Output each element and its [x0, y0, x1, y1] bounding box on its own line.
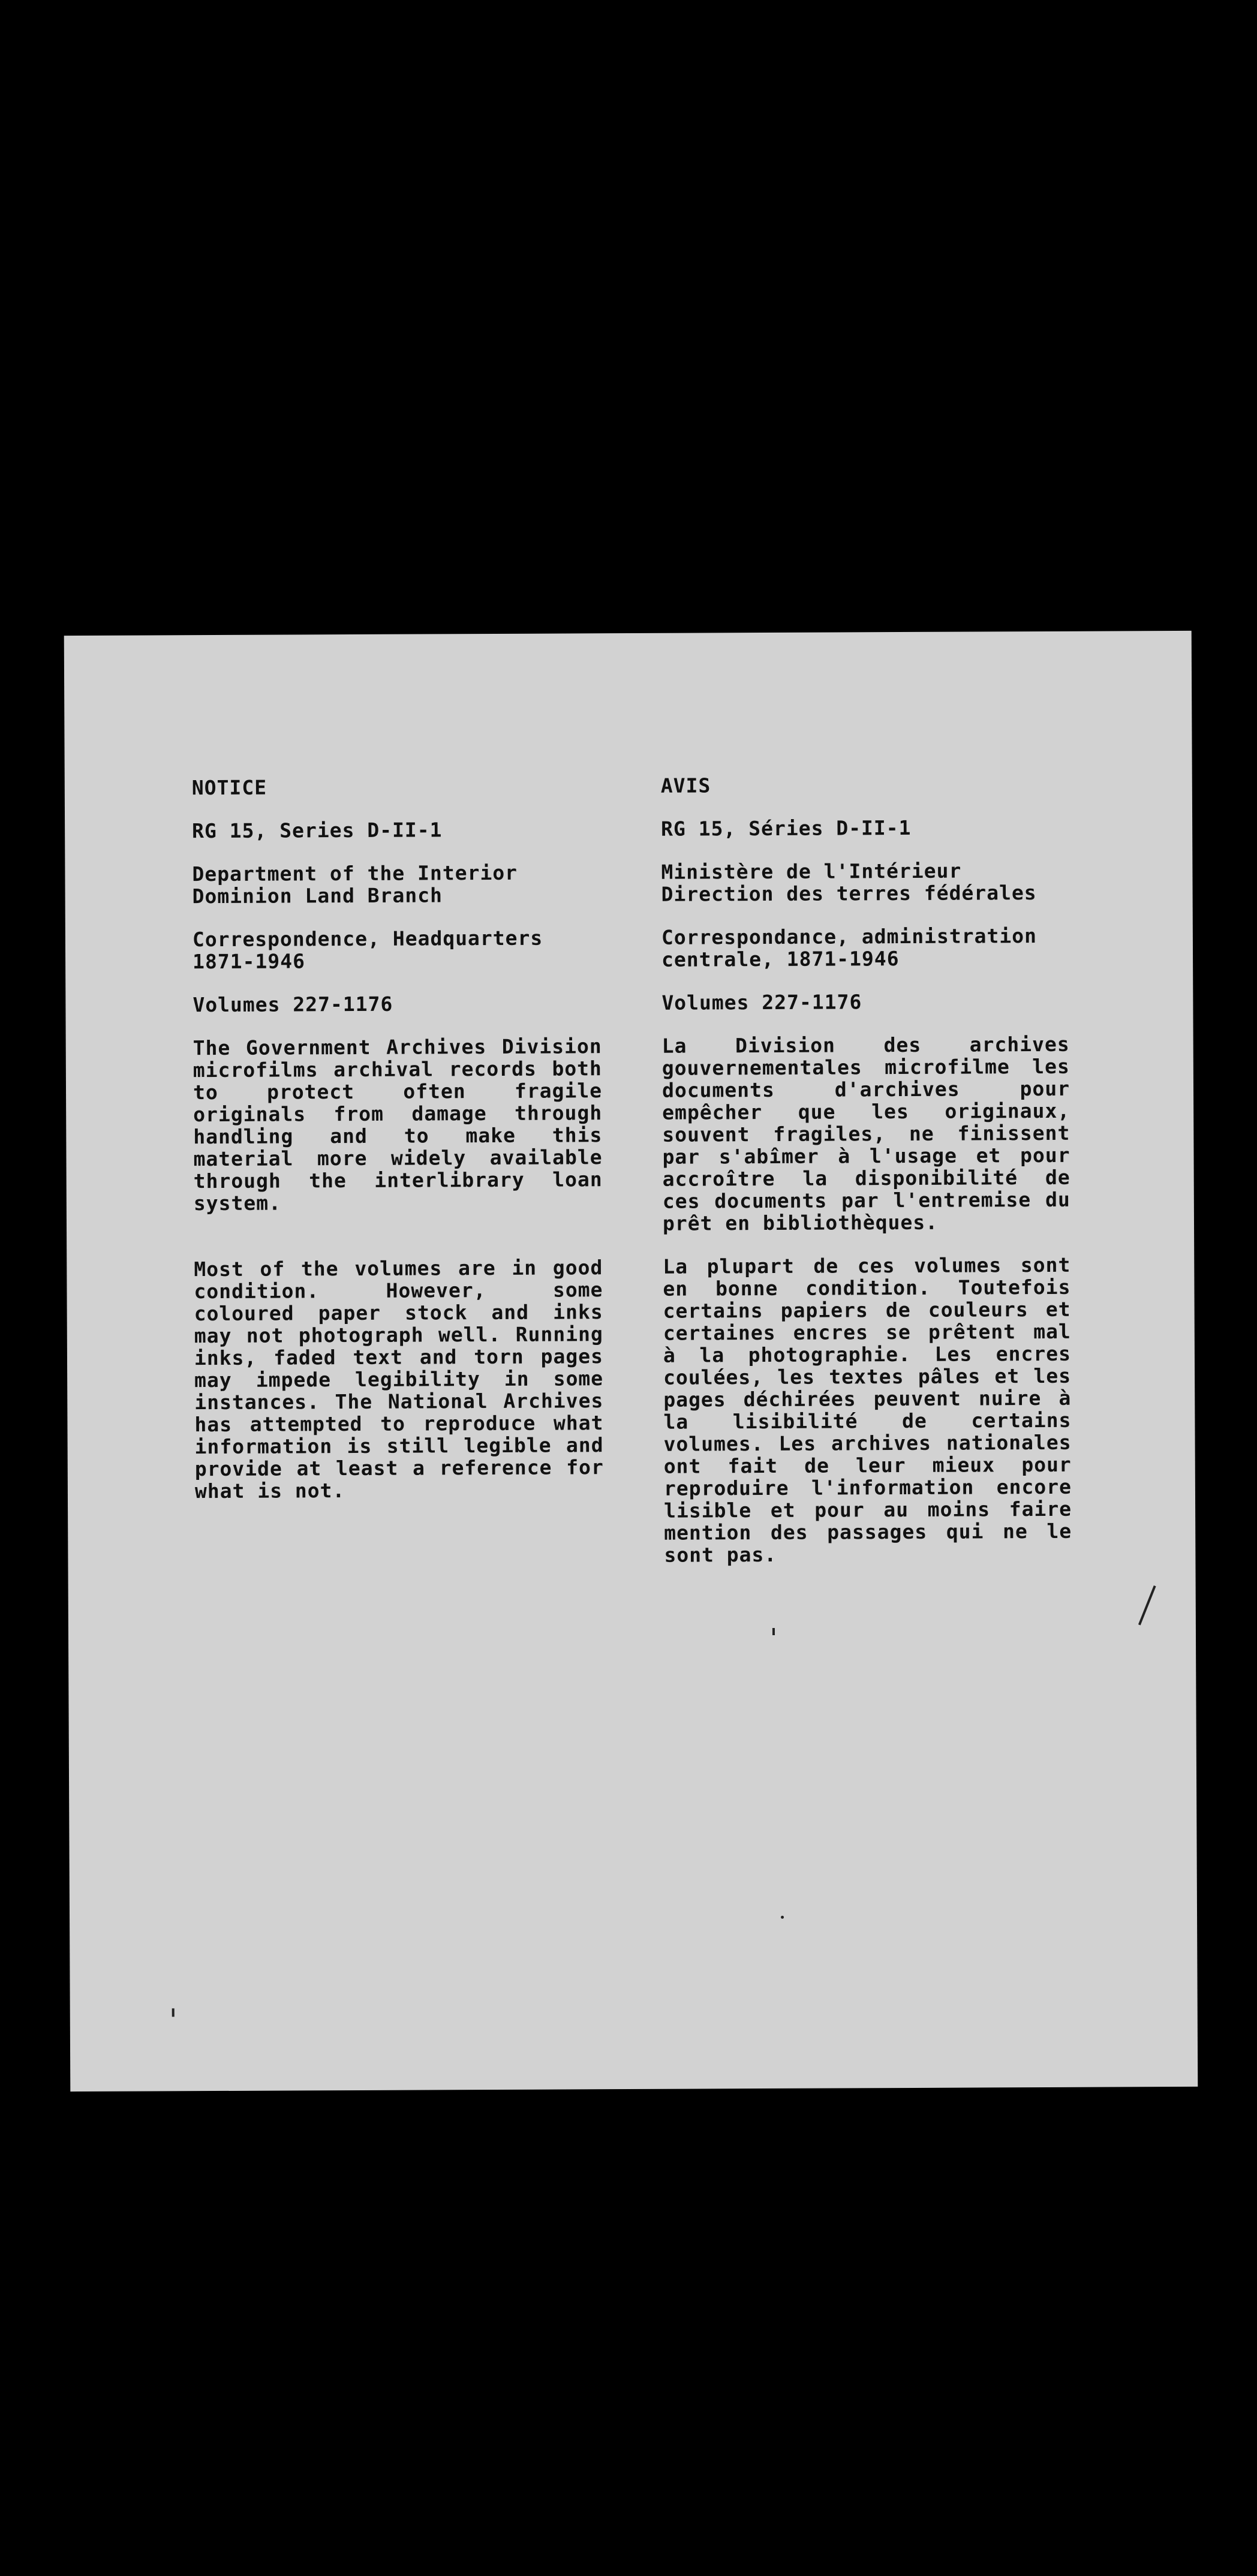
speck-mark	[772, 1628, 775, 1635]
speck-mark	[781, 1916, 784, 1919]
notice-page	[64, 631, 1198, 2092]
avis-heading: AVIS	[660, 774, 711, 798]
correspondence-title-fr: Correspondance, administration centrale, 1871-1946	[661, 924, 1038, 971]
condition-paragraph-fr: La plupart de ces volumes sont en bonne condition. Toutefois certains papiers de couleurs et certaines encres se prêtent mal à la photographie. Les encres coulées, les textes pâles et les pages déchirées peuvent nuire à la lisibilité de certains volumes. Les archives nationales ont fait de leur mieux pour reproduire l'information encore lisible et pour au moins faire mention des passages qui ne le sont pas.	[663, 1253, 1072, 1567]
speck-mark	[172, 2008, 175, 2017]
notice-heading: NOTICE	[191, 775, 267, 800]
pen-stroke-mark	[1138, 1585, 1156, 1625]
series-reference-fr: RG 15, Séries D-II-1	[661, 815, 912, 841]
volume-range: Volumes 227-1176	[193, 992, 393, 1017]
volume-range-fr: Volumes 227-1176	[661, 990, 862, 1015]
correspondence-title: Correspondence, Headquarters 1871-1946	[192, 926, 543, 974]
department-name-fr: Ministère de l'Intérieur Direction des terres fédérales	[661, 859, 1037, 906]
condition-paragraph: Most of the volumes are in good condition. However, some coloured paper stock and inks may not photograph well. Running inks, faded text and torn pages may impede legibility in some instances. The National Archives has attempted to reproduce what information is still legible and provide at least a reference for what is not.	[194, 1256, 604, 1503]
purpose-paragraph-fr: La Division des archives gouvernementales microfilme les documents d'archives pour empêcher que les originaux, souvent fragiles, ne finissent par s'abîmer à l'usage et pour accroître la disponibilité de ces documents par l'entremise du prêt en bibliothèques.	[661, 1032, 1070, 1235]
french-column	[661, 773, 1072, 1566]
department-name: Department of the Interior Dominion Land Branch	[192, 860, 518, 908]
series-reference: RG 15, Series D-II-1	[192, 818, 443, 843]
english-column	[192, 775, 604, 1502]
purpose-paragraph: The Government Archives Division microfilms archival records both to protect often fragile originals from damage through handling and to make this material more widely available through the interlibrary loan system.	[193, 1034, 603, 1215]
